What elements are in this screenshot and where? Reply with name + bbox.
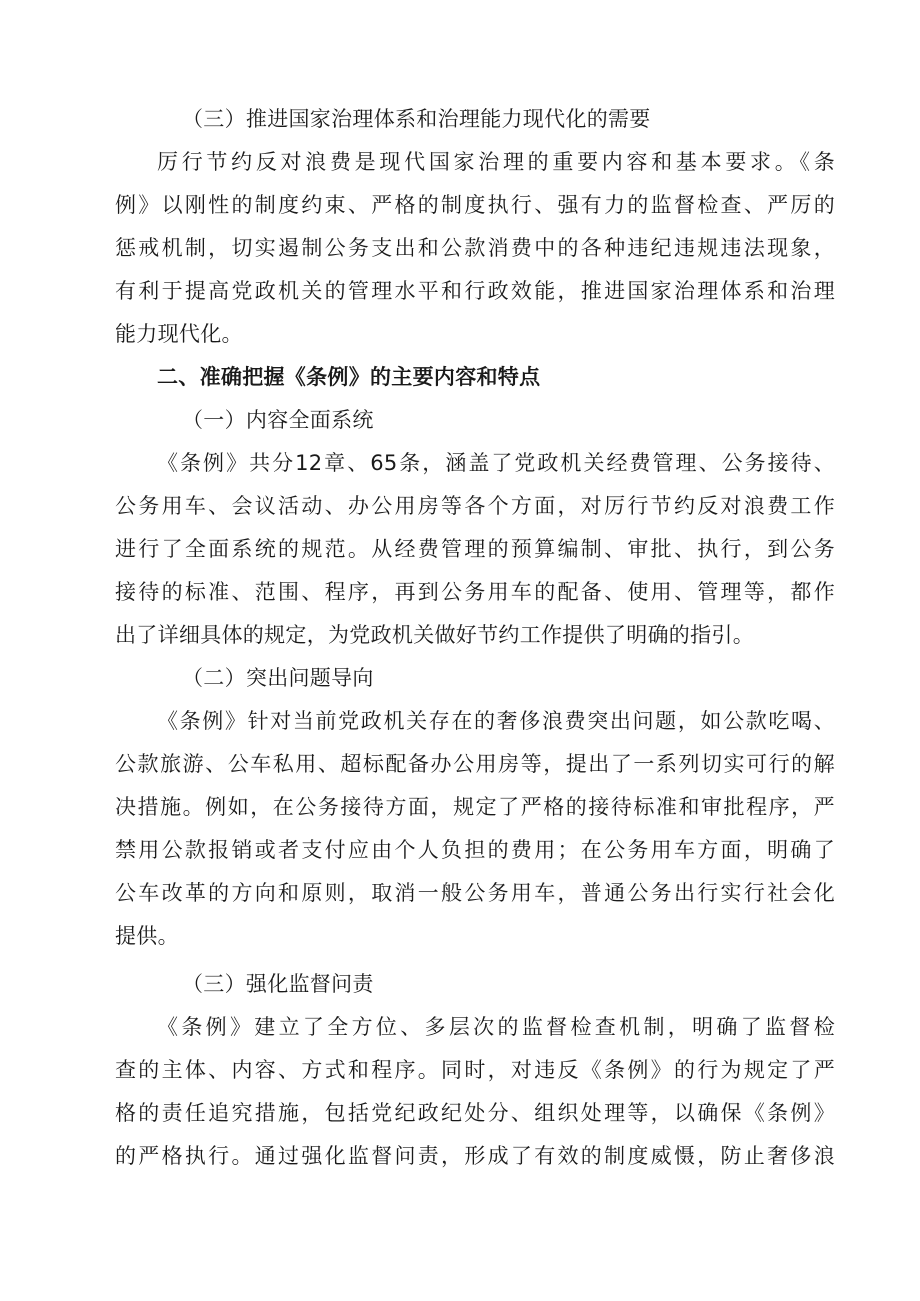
- paragraph-line: 《条例》针对当前党政机关存在的奢侈浪费突出问题，如公款吃喝、: [157, 709, 835, 733]
- paragraph-line: 提供。: [115, 924, 179, 948]
- paragraph-line: 进行了全面系统的规范。从经费管理的预算编制、审批、执行，到公务: [115, 537, 835, 561]
- paragraph-line: 接待的标准、范围、程序，再到公务用车的配备、使用、管理等，都作: [115, 580, 835, 604]
- paragraph-line: 《条例》建立了全方位、多层次的监督检查机制，明确了监督检: [157, 1015, 835, 1039]
- paragraph-line: 厉行节约反对浪费是现代国家治理的重要内容和基本要求。《条: [157, 150, 835, 174]
- paragraph-line: 例》以刚性的制度约束、严格的制度执行、强有力的监督检查、严厉的: [115, 193, 835, 217]
- paragraph-line: 决措施。例如，在公务接待方面，规定了严格的接待标准和审批程序，严: [115, 795, 835, 819]
- paragraph-line: 有利于提高党政机关的管理水平和行政效能，推进国家治理体系和治理: [115, 279, 835, 303]
- paragraph-line: 能力现代化。: [115, 322, 243, 346]
- paragraph-line: 公款旅游、公车私用、超标配备办公用房等，提出了一系列切实可行的解: [115, 752, 835, 776]
- subsection-heading: （二）突出问题导向: [182, 666, 374, 690]
- paragraph: [115, 442, 835, 657]
- paragraph-line: 惩戒机制，切实遏制公务支出和公款消费中的各种违纪违规违法现象，: [115, 236, 835, 260]
- document-body: [115, 98, 835, 1178]
- subsection-heading: （三）强化监督问责: [182, 972, 374, 996]
- part-heading: 二、准确把握《条例》的主要内容和特点: [157, 365, 541, 389]
- subsection-heading: （一）内容全面系统: [182, 408, 374, 432]
- section-heading: （三）推进国家治理体系和治理能力现代化的需要: [182, 107, 651, 131]
- paragraph-line: 禁用公款报销或者支付应由个人负担的费用；在公务用车方面，明确了: [115, 838, 835, 862]
- paragraph-line: 《条例》共分12章、65条，涵盖了党政机关经费管理、公务接待、: [157, 451, 835, 475]
- paragraph: [115, 141, 835, 356]
- paragraph-line: 公务用车、会议活动、办公用房等各个方面，对厉行节约反对浪费工作: [115, 494, 835, 518]
- paragraph-line: 查的主体、内容、方式和程序。同时，对违反《条例》的行为规定了严: [115, 1058, 835, 1082]
- paragraph-line: 公车改革的方向和原则，取消一般公务用车，普通公务出行实行社会化: [115, 881, 835, 905]
- paragraph-line: 出了详细具体的规定，为党政机关做好节约工作提供了明确的指引。: [115, 623, 754, 647]
- paragraph: [115, 1006, 835, 1178]
- paragraph-line: 格的责任追究措施，包括党纪政纪处分、组织处理等，以确保《条例》: [115, 1101, 835, 1125]
- paragraph: [115, 700, 835, 958]
- paragraph-line: 的严格执行。通过强化监督问责，形成了有效的制度威慑，防止奢侈浪: [115, 1144, 835, 1168]
